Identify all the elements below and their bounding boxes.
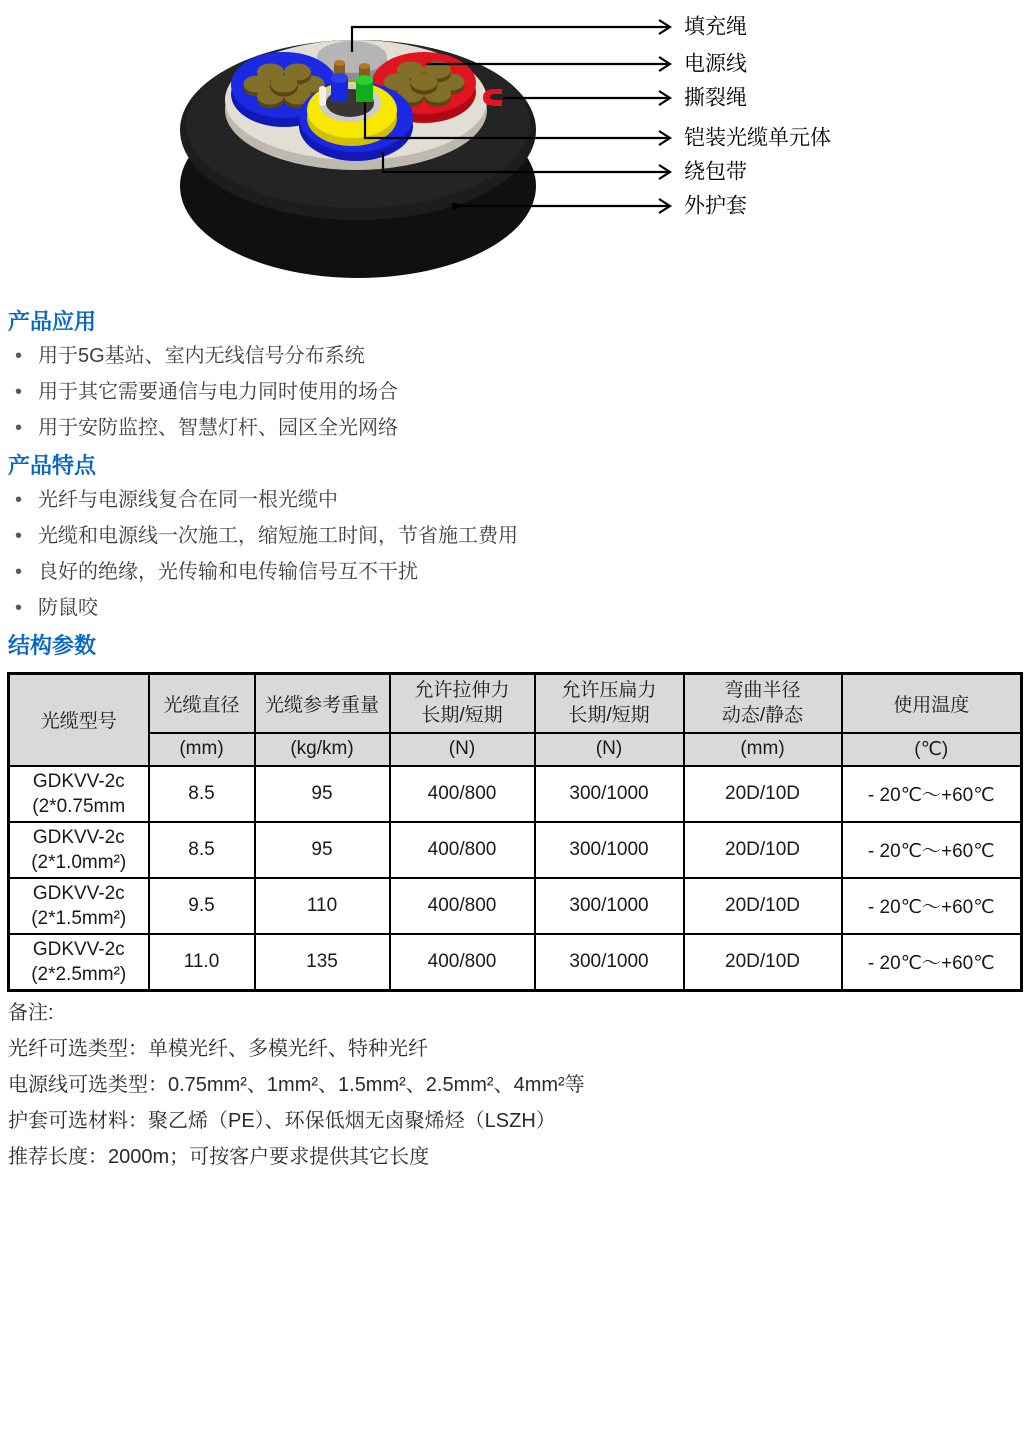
cell-temp: - 20℃～+60℃ (842, 934, 1022, 991)
section-title-parameters: 结构参数 (8, 633, 97, 658)
cell-diameter: 11.0 (149, 934, 255, 991)
notes-title: 备注: (8, 1001, 54, 1024)
col-header-bend-line2: 动态/静态 (721, 705, 804, 727)
unit-tension: (N) (390, 733, 535, 766)
cell-weight: 110 (255, 878, 390, 934)
note-line: 光纤可选类型：单模光纤、多模光纤、特种光纤 (8, 1037, 428, 1060)
cell-bend: 20D/10D (684, 934, 842, 991)
col-header-crush-line2: 长期/短期 (568, 705, 650, 727)
cell-weight: 135 (255, 934, 390, 991)
cell-model-line2: (2*2.5mm²) (31, 963, 127, 985)
notes-section (8, 1002, 1020, 1168)
unit-diameter: (mm) (149, 733, 255, 766)
col-header-temp: 使用温度 (842, 674, 1022, 733)
applications-list (8, 346, 1020, 439)
unit-temp: (℃) (842, 733, 1022, 766)
cell-bend: 20D/10D (684, 822, 842, 878)
col-header-crush (535, 674, 684, 733)
cell-tension: 400/800 (390, 822, 535, 878)
cell-bend: 20D/10D (684, 766, 842, 822)
label-filler-rope: 填充绳 (684, 15, 747, 39)
cell-model-line1: GDKVV-2c (32, 938, 125, 960)
cell-weight: 95 (255, 766, 390, 822)
cell-model-line2: (2*1.0mm²) (31, 851, 127, 873)
feature-item: • 良好的绝缘，光传输和电传输信号互不干扰 (8, 562, 1020, 583)
unit-weight: (kg/km) (255, 733, 390, 766)
cell-model-line2: (2*1.5mm²) (31, 907, 127, 929)
col-header-weight: 光缆参考重量 (255, 674, 390, 733)
label-armored-unit: 铠装光缆单元体 (684, 126, 831, 150)
feature-item: • 光缆和电源线一次施工，缩短施工时间，节省施工费用 (8, 526, 1020, 547)
feature-item: • 光纤与电源线复合在同一根光缆中 (8, 490, 1020, 511)
cell-crush: 300/1000 (535, 878, 684, 934)
col-header-model: 光缆型号 (9, 674, 149, 766)
cell-model (9, 934, 149, 991)
application-item: • 用于其它需要通信与电力同时使用的场合 (8, 382, 1020, 403)
cell-model (9, 822, 149, 878)
unit-crush: (N) (535, 733, 684, 766)
features-list (8, 490, 1020, 619)
cell-model-line1: GDKVV-2c (32, 770, 125, 792)
cell-tension: 400/800 (390, 934, 535, 991)
col-header-bend-line1: 弯曲半径 (724, 680, 801, 702)
label-wrapping-tape: 绕包带 (684, 160, 747, 184)
table-row (9, 878, 1022, 934)
cell-crush: 300/1000 (535, 766, 684, 822)
col-header-bend (684, 674, 842, 733)
table-row (9, 934, 1022, 991)
cell-temp: - 20℃～+60℃ (842, 766, 1022, 822)
col-header-diameter: 光缆直径 (149, 674, 255, 733)
col-header-tension (390, 674, 535, 733)
label-rip-cord: 撕裂绳 (684, 86, 747, 110)
col-header-crush-line1: 允许压扁力 (561, 680, 657, 702)
label-power-line: 电源线 (684, 52, 747, 76)
cable-diagram-svg (0, 0, 1024, 300)
cell-model-line1: GDKVV-2c (32, 826, 125, 848)
cell-weight: 95 (255, 822, 390, 878)
note-line: 护套可选材料：聚乙烯（PE）、环保低烟无卤聚烯烃（LSZH） (8, 1109, 556, 1132)
note-line: 推荐长度：2000m；可按客户要求提供其它长度 (8, 1145, 430, 1168)
section-title-features: 产品特点 (8, 453, 97, 478)
cell-diameter: 8.5 (149, 822, 255, 878)
cell-model (9, 878, 149, 934)
cell-model (9, 766, 149, 822)
application-item: • 用于5G基站、室内无线信号分布系统 (8, 346, 1020, 367)
application-item: • 用于安防监控、智慧灯杆、园区全光网络 (8, 418, 1020, 439)
cell-tension: 400/800 (390, 766, 535, 822)
cell-diameter: 9.5 (149, 878, 255, 934)
section-title-applications: 产品应用 (8, 309, 97, 334)
diagram-labels (684, 16, 831, 218)
cell-temp: - 20℃～+60℃ (842, 878, 1022, 934)
table-row (9, 766, 1022, 822)
cell-diameter: 8.5 (149, 766, 255, 822)
label-outer-sheath: 外护套 (684, 194, 747, 218)
cell-model-line1: GDKVV-2c (32, 882, 125, 904)
document-body (8, 310, 1020, 1182)
cell-bend: 20D/10D (684, 878, 842, 934)
feature-item: • 防鼠咬 (8, 598, 1020, 619)
cell-temp: - 20℃～+60℃ (842, 822, 1022, 878)
table-row (9, 822, 1022, 878)
cell-crush: 300/1000 (535, 822, 684, 878)
cell-model-line2: (2*0.75mm (32, 795, 126, 817)
col-header-tension-line1: 允许拉伸力 (414, 680, 510, 702)
cable-cross-section-diagram (0, 0, 1024, 300)
structure-parameters-table (7, 672, 1023, 992)
cell-crush: 300/1000 (535, 934, 684, 991)
unit-bend: (mm) (684, 733, 842, 766)
note-line: 电源线可选类型：0.75mm²、1mm²、1.5mm²、2.5mm²、4mm²等 (8, 1073, 585, 1096)
col-header-tension-line2: 长期/短期 (421, 705, 503, 727)
cell-tension: 400/800 (390, 878, 535, 934)
